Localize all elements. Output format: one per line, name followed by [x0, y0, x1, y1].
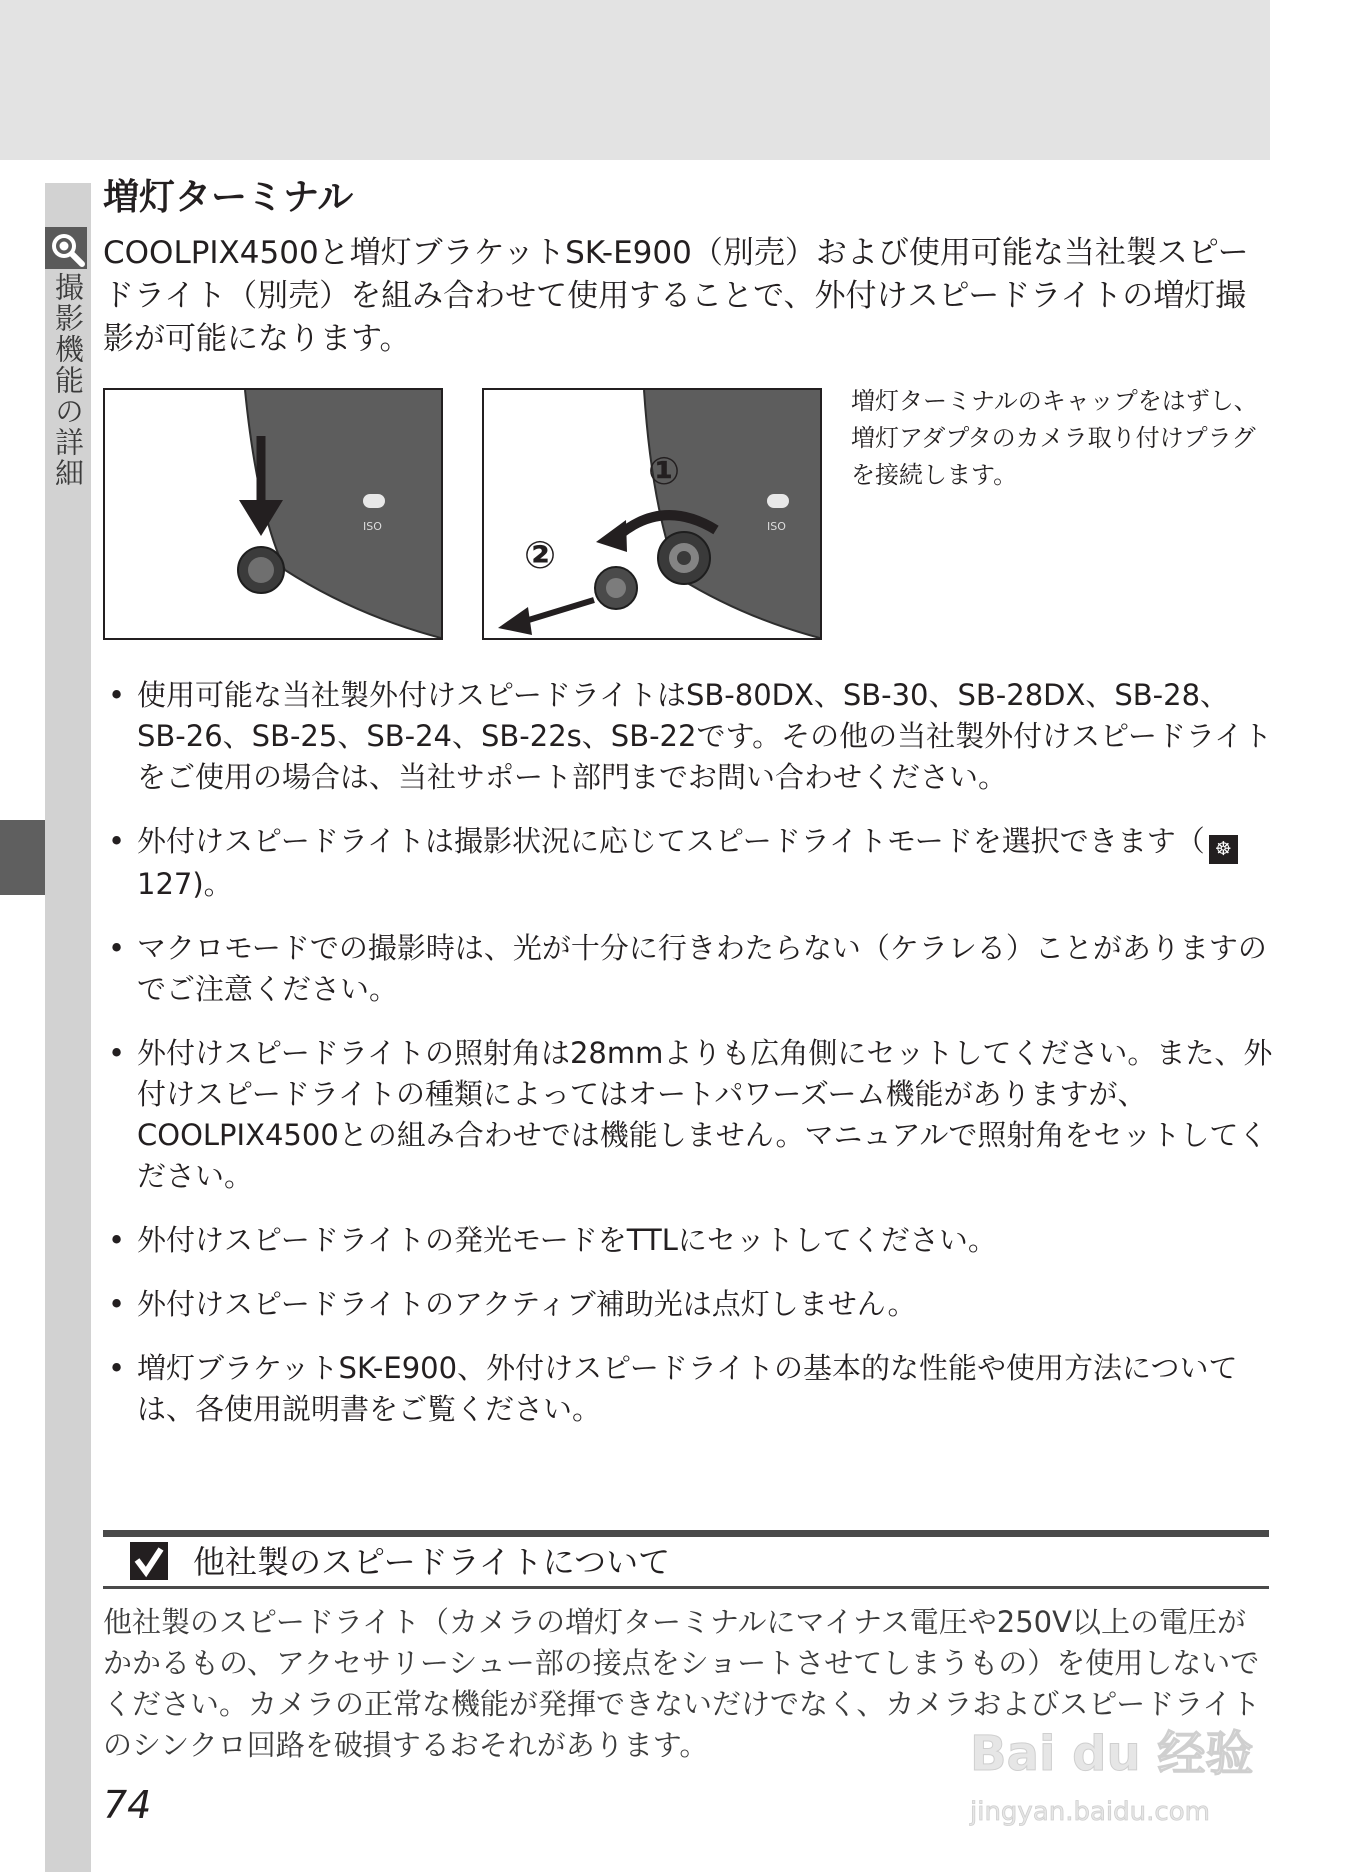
list-item	[103, 1220, 1273, 1261]
bullet-mark: •	[108, 678, 126, 712]
section-label: 撮影機能の詳細	[51, 272, 85, 489]
figure-caption: 増灯ターミナルのキャップをはずし、増灯アダプタのカメラ取り付けプラグを接続します。	[851, 387, 1258, 489]
baidu-watermark	[960, 1690, 1270, 1840]
notes-list	[103, 675, 1273, 1453]
checkmark-icon	[130, 1542, 168, 1580]
watermark-brand: Bai du 经验	[970, 1726, 1254, 1782]
bullet-mark: •	[108, 1036, 126, 1070]
note-bottom-rule	[103, 1586, 1269, 1589]
list-item-text: 使用可能な当社製外付けスピードライトはSB-80DX、SB-30、SB-28DX、SB-28、SB-26、SB-25、SB-24、SB-22s、SB-22です。その他の当社製外付けスピードライトをご使用の場合は、当社サポート部門までお問い合わせください。	[137, 678, 1273, 794]
list-item-text: 増灯ブラケットSK-E900、外付けスピードライトの基本的な性能や使用方法については、各使用説明書をご覧ください。	[137, 1351, 1238, 1426]
note-text: 他社製のスピードライト（カメラの増灯ターミナルにマイナス電圧や250V以上の電圧がかかるもの、アクセサリーシュー部の接点をショートさせてしまうもの）を使用しないでください。カメラの正常な機能が発揮できないだけでなく、カメラおよびスピードライトのシンクロ回路を破損するおそれがあります。	[103, 1605, 1261, 1762]
svg-text:ISO: ISO	[767, 520, 786, 533]
intro-paragraph: COOLPIX4500と増灯ブラケットSK-E900（別売）および使用可能な当社製スピードライト（別売）を組み合わせて使用することで、外付けスピードライトの増灯撮影が可能になります。	[103, 235, 1249, 357]
list-item-text-after: 127)。	[137, 867, 233, 901]
note-top-rule	[103, 1530, 1269, 1537]
illustration-plug-connection	[482, 388, 822, 640]
list-item	[103, 821, 1273, 905]
page-number: 74	[103, 1783, 152, 1827]
list-item	[103, 1284, 1273, 1325]
list-item-text: 外付けスピードライトのアクティブ補助光は点灯しません。	[137, 1287, 917, 1321]
step-1-label: ①	[648, 449, 681, 493]
list-item	[103, 1033, 1273, 1197]
watermark-url: jingyan.baidu.com	[970, 1797, 1210, 1827]
bullet-mark: •	[108, 931, 126, 965]
step-2-label: ②	[524, 533, 557, 577]
page-reference-icon: ☸	[1209, 835, 1238, 864]
bullet-mark: •	[108, 1351, 126, 1385]
list-item-text: 外付けスピードライトは撮影状況に応じてスピードライトモードを選択できます（	[137, 824, 1205, 858]
magnifier-icon	[45, 227, 87, 269]
svg-text:ISO: ISO	[363, 520, 382, 533]
bullet-mark: •	[108, 1223, 126, 1257]
illustration-terminal-cap	[103, 388, 443, 640]
list-item-text: 外付けスピードライトの発光モードをTTLにセットしてください。	[137, 1223, 997, 1257]
list-item	[103, 928, 1273, 1010]
note-heading: 他社製のスピードライトについて	[193, 1543, 671, 1581]
list-item	[103, 675, 1273, 798]
bullet-mark: •	[108, 1287, 126, 1321]
chapter-tab-marker	[0, 820, 45, 895]
header-band	[0, 0, 1270, 160]
list-item-text: マクロモードでの撮影時は、光が十分に行きわたらない（ケラレる）ことがありますのでご注意ください。	[137, 931, 1267, 1006]
list-item-text: 外付けスピードライトの照射角は28mmよりも広角側にセットしてください。また、外付けスピードライトの種類によってはオートパワーズーム機能がありますが、COOLPIX4500との組み合わせでは機能しません。マニュアルで照射角をセットしてください。	[137, 1036, 1273, 1193]
bullet-mark: •	[108, 824, 126, 858]
list-item	[103, 1348, 1273, 1430]
page-title: 増灯ターミナル	[103, 177, 354, 218]
